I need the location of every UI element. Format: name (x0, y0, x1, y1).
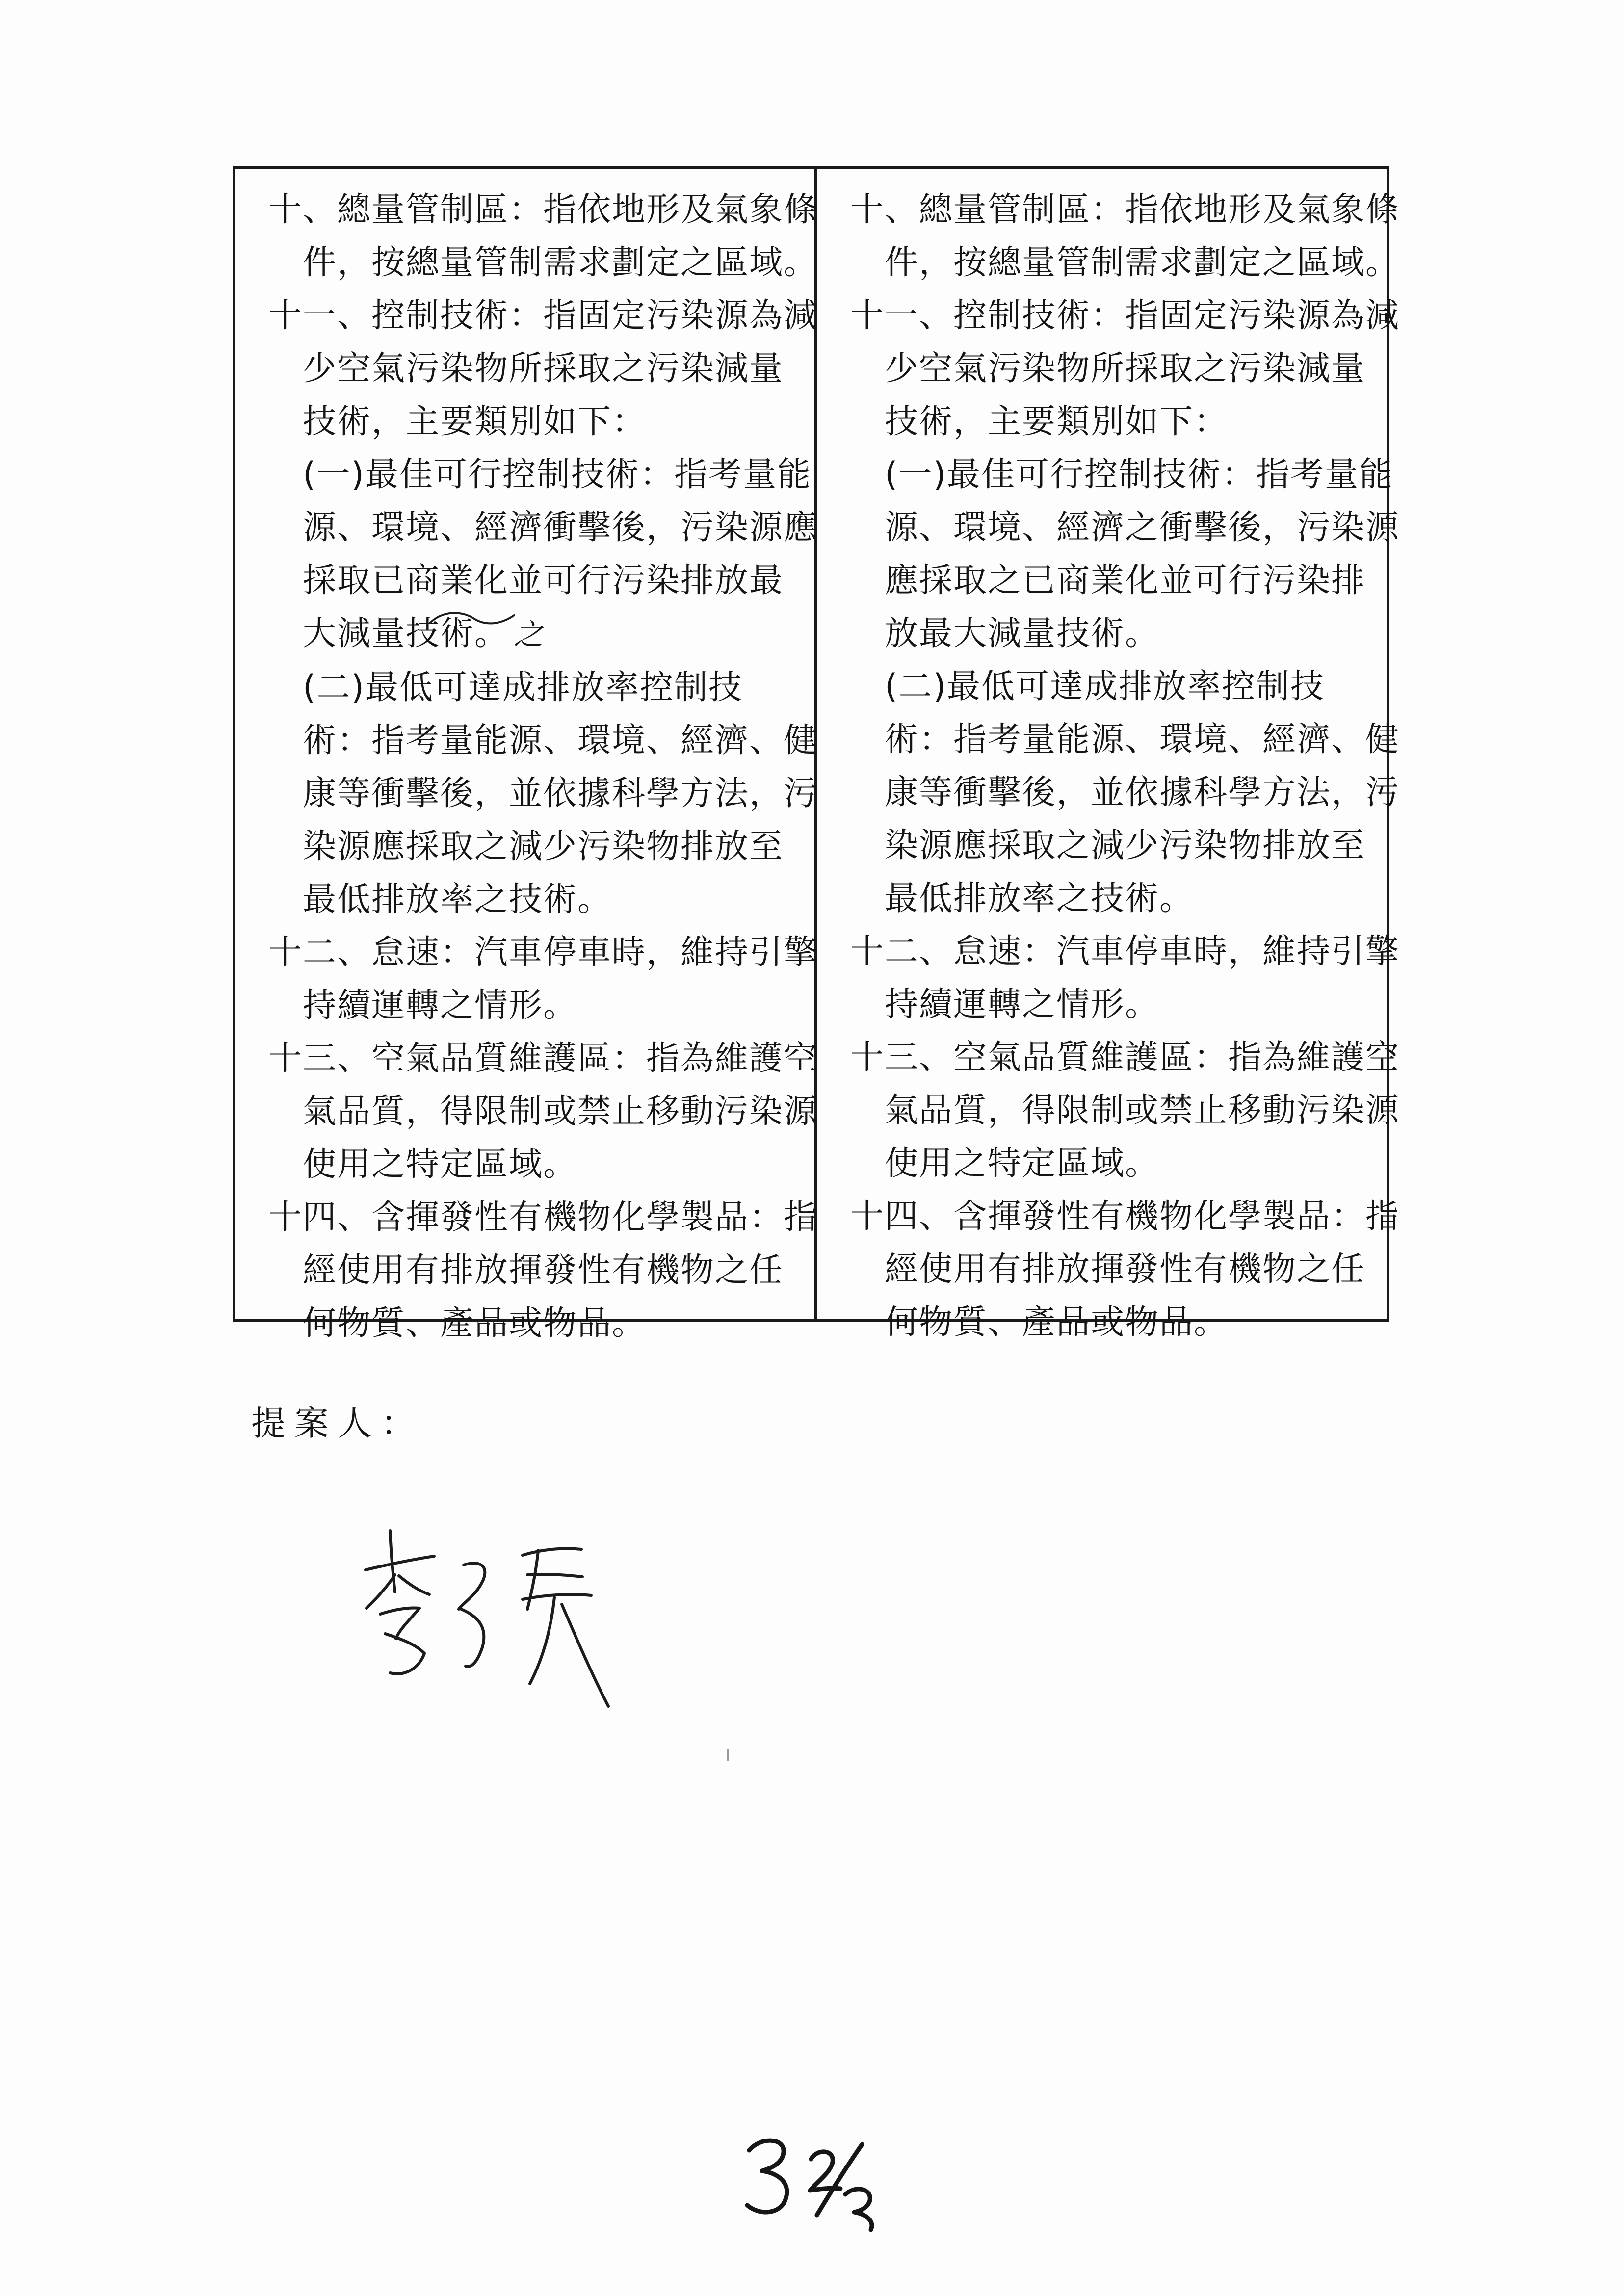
clause-line: 十二、怠速：汽車停車時，維持引擎 (850, 932, 1400, 971)
clause-line: (一)最佳可行控制技術：指考量能 (885, 455, 1394, 494)
clause (850, 183, 1400, 289)
clause-line: 源、環境、經濟衝擊後，污染源應 (303, 508, 818, 547)
clause-line: 件，按總量管制需求劃定之區域。 (303, 243, 818, 282)
clause-line: 少空氣污染物所採取之污染減量 (885, 349, 1366, 388)
insertion-mark (428, 608, 516, 628)
sub-clause (850, 660, 1400, 925)
comparison-table (233, 166, 1400, 1343)
clause (850, 289, 1400, 448)
clause-line: 何物質、產品或物品。 (303, 1304, 647, 1343)
clause-line: 經使用有排放揮發性有機物之任 (303, 1251, 784, 1290)
clause-line: 氣品質，得限制或禁止移動污染源 (303, 1092, 818, 1131)
clause (268, 289, 818, 448)
clause-line: 採取已商業化並可行污染排放最 (303, 561, 784, 600)
clause-line: 應採取之已商業化並可行污染排 (885, 561, 1366, 600)
clause (850, 925, 1400, 1031)
clause-line (303, 607, 814, 661)
clause-line: 持續運轉之情形。 (303, 986, 578, 1025)
clause-line: 染源應採取之減少污染物排放至 (885, 826, 1366, 865)
clause (268, 1032, 818, 1191)
handwritten-page-number (738, 2122, 895, 2235)
clause-line: 十、總量管制區：指依地形及氣象條 (268, 190, 818, 229)
right-column (817, 169, 1400, 1342)
scan-speck (727, 1749, 729, 1761)
clause-line: 使用之特定區域。 (885, 1144, 1160, 1183)
left-column (235, 169, 818, 1343)
clause-line: (二)最低可達成排放率控制技 (885, 667, 1325, 706)
clause-line: 件，按總量管制需求劃定之區域。 (885, 243, 1400, 282)
clause-line: 放最大減量技術。 (885, 614, 1160, 653)
clause-line: 十三、空氣品質維護區：指為維護空 (268, 1039, 818, 1078)
clause-line: 持續運轉之情形。 (885, 985, 1160, 1024)
clause-line: 源、環境、經濟之衝擊後，污染源 (885, 508, 1400, 547)
clause-line: 術：指考量能源、環境、經濟、健 (303, 721, 818, 760)
clause-line: 技術，主要類別如下： (303, 402, 647, 441)
clause-line: 十二、怠速：汽車停車時，維持引擎 (268, 933, 818, 972)
clause-line: 十四、含揮發性有機物化學製品：指 (268, 1198, 818, 1237)
clause-line: 技術，主要類別如下： (885, 402, 1229, 441)
clause-line: 十一、控制技術：指固定污染源為減 (268, 296, 818, 335)
sub-clause (850, 448, 1400, 660)
clause-line: 最低排放率之技術。 (303, 880, 612, 919)
clause-line: 十、總量管制區：指依地形及氣象條 (850, 190, 1400, 229)
sub-clause (268, 661, 818, 926)
clause-line: 何物質、產品或物品。 (885, 1303, 1229, 1342)
handwritten-correction: 之 (514, 618, 545, 652)
clause-line: 十四、含揮發性有機物化學製品：指 (850, 1197, 1400, 1236)
clause-line: 氣品質，得限制或禁止移動污染源 (885, 1091, 1400, 1130)
clause (850, 1190, 1400, 1349)
clause-line: 康等衝擊後，並依據科學方法，污 (885, 773, 1400, 812)
clause-line: 染源應採取之減少污染物排放至 (303, 827, 784, 866)
correction-line (303, 614, 544, 653)
clause-line: 術：指考量能源、環境、經濟、健 (885, 720, 1400, 759)
clause (268, 1191, 818, 1350)
clause-line: 少空氣污染物所採取之污染減量 (303, 349, 784, 388)
clause-line: (一)最佳可行控制技術：指考量能 (303, 455, 812, 494)
clause-line: 康等衝擊後，並依據科學方法，污 (303, 774, 818, 813)
proposer-label: 提案人： (251, 1403, 424, 1443)
clause-line: 最低排放率之技術。 (885, 879, 1194, 918)
clause (268, 183, 818, 289)
clause-line: 十三、空氣品質維護區：指為維護空 (850, 1038, 1400, 1077)
clause-line-text: 大減量技術。 (303, 614, 509, 653)
clause (850, 1031, 1400, 1190)
clause (268, 926, 818, 1032)
clause-line: 十一、控制技術：指固定污染源為減 (850, 296, 1400, 335)
sub-clause (268, 448, 818, 661)
clause-line: 經使用有排放揮發性有機物之任 (885, 1250, 1366, 1289)
clause-line: (二)最低可達成排放率控制技 (303, 668, 743, 707)
clause-line: 使用之特定區域。 (303, 1145, 578, 1184)
handwritten-signature (361, 1511, 616, 1717)
